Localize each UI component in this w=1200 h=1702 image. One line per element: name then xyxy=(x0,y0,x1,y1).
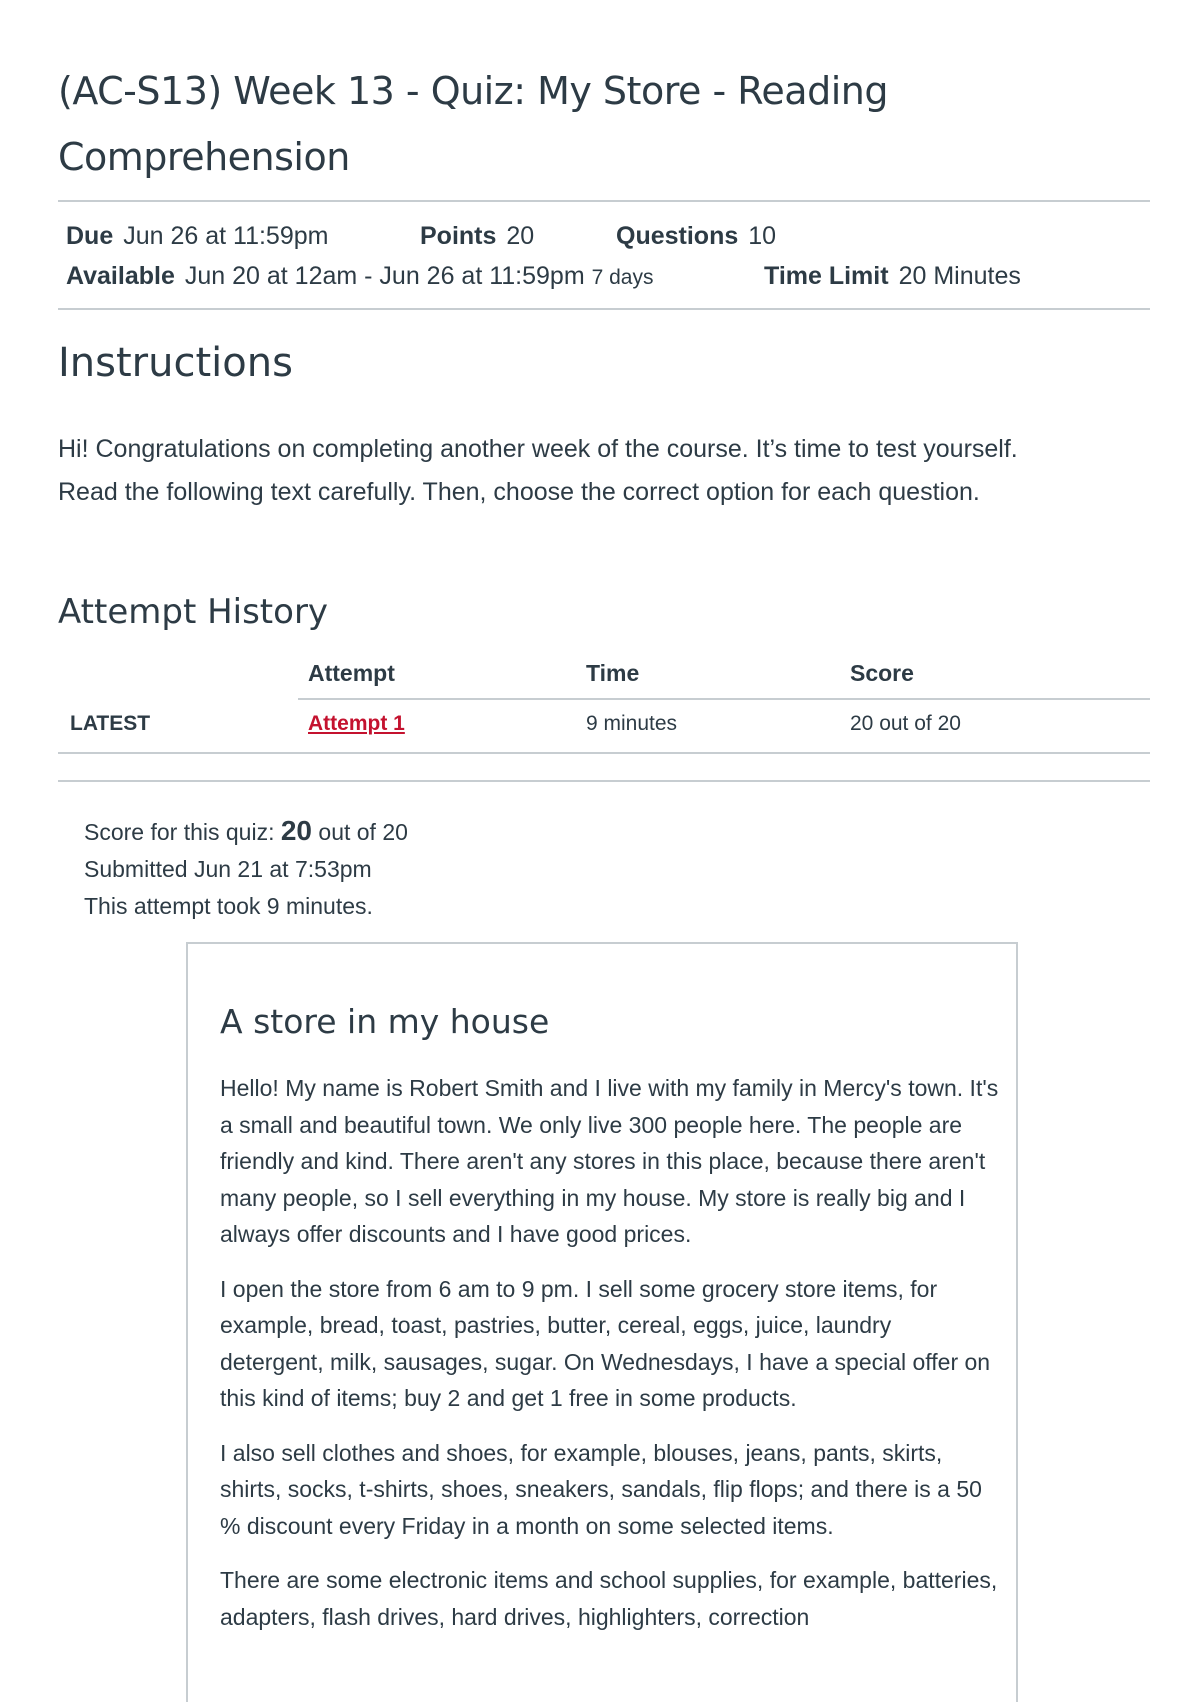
questions-value: 10 xyxy=(748,222,777,250)
time-limit-value: 20 Minutes xyxy=(898,262,1021,290)
available-label: Available xyxy=(66,262,175,290)
instructions-line-2: Read the following text carefully. Then, choose the correct option for each question. xyxy=(58,478,980,506)
attempt-score: 20 out of 20 xyxy=(850,712,961,735)
instructions-text xyxy=(58,428,1168,514)
quiz-summary xyxy=(84,812,408,925)
score-line xyxy=(84,812,408,851)
points xyxy=(420,222,534,251)
available-value: Jun 20 at 12am - Jun 26 at 11:59pm xyxy=(184,262,585,290)
due-value: Jun 26 at 11:59pm xyxy=(123,222,329,250)
story-paragraph-2: I open the store from 6 am to 9 pm. I sell some grocery store items, for example, bread, toast, pastries, butter, cereal, eggs, juice, laundry detergent, milk, sausages, sugar. On Wednesdays, I have a special offer on this kind of items; buy 2 and get 1 free in some products. xyxy=(220,1275,991,1411)
due-label: Due xyxy=(66,222,114,250)
time-limit-label: Time Limit xyxy=(764,262,889,290)
latest-label: LATEST xyxy=(70,712,151,735)
attempt-time: 9 minutes xyxy=(586,712,678,735)
points-label: Points xyxy=(420,222,497,250)
table-row xyxy=(58,700,1150,750)
due-date xyxy=(66,222,328,251)
questions-label: Questions xyxy=(616,222,739,250)
score-prefix: Score for this quiz: xyxy=(84,819,275,845)
table-header xyxy=(58,656,1150,698)
availability xyxy=(66,262,653,291)
section-divider xyxy=(58,780,1150,782)
column-header-attempt: Attempt xyxy=(308,660,395,686)
table-row-divider xyxy=(58,752,1150,754)
instructions-heading: Instructions xyxy=(58,340,293,386)
story-title: A store in my house xyxy=(220,1002,550,1041)
story-paragraph-3: I also sell clothes and shoes, for example, blouses, jeans, pants, skirts, shirts, socks, t-shirts, shoes, sneakers, sandals, flip flops; and there is a 50 % discount every Friday in a month on some selected items. xyxy=(220,1439,982,1539)
story-paragraph-1: Hello! My name is Robert Smith and I live with my family in Mercy's town. It's a small and beautiful town. We only live 300 people here. The people are friendly and kind. There aren't any stores in this place, because there aren't many people, so I sell everything in my house. My store is really big and I always offer discounts and I have good prices. xyxy=(220,1075,999,1247)
reading-passage-panel xyxy=(186,942,1018,1702)
submitted-line: Submitted Jun 21 at 7:53pm xyxy=(84,856,372,882)
available-days: 7 days xyxy=(591,266,654,289)
score-value: 20 xyxy=(280,815,313,846)
attempt-history-heading: Attempt History xyxy=(58,592,329,632)
page-title: (AC-S13) Week 13 - Quiz: My Store - Reading Comprehension xyxy=(58,69,888,179)
attempt-1-link[interactable]: Attempt 1 xyxy=(308,712,405,735)
header-divider-bottom xyxy=(58,308,1150,310)
story-body xyxy=(220,1070,1000,1653)
time-limit xyxy=(764,262,1021,291)
header-divider-top xyxy=(58,200,1150,202)
attempt-history-table xyxy=(58,656,1150,750)
questions xyxy=(616,222,776,251)
instructions-line-1: Hi! Congratulations on completing another week of the course. It’s time to test yourself. xyxy=(58,435,1018,463)
duration-line: This attempt took 9 minutes. xyxy=(84,893,373,919)
column-header-time: Time xyxy=(586,660,640,686)
score-suffix: out of 20 xyxy=(318,819,408,845)
column-header-score: Score xyxy=(850,660,914,686)
points-value: 20 xyxy=(506,222,535,250)
story-paragraph-4: There are some electronic items and school supplies, for example, batteries, adapters, flash drives, hard drives, highlighters, correction xyxy=(220,1567,998,1630)
